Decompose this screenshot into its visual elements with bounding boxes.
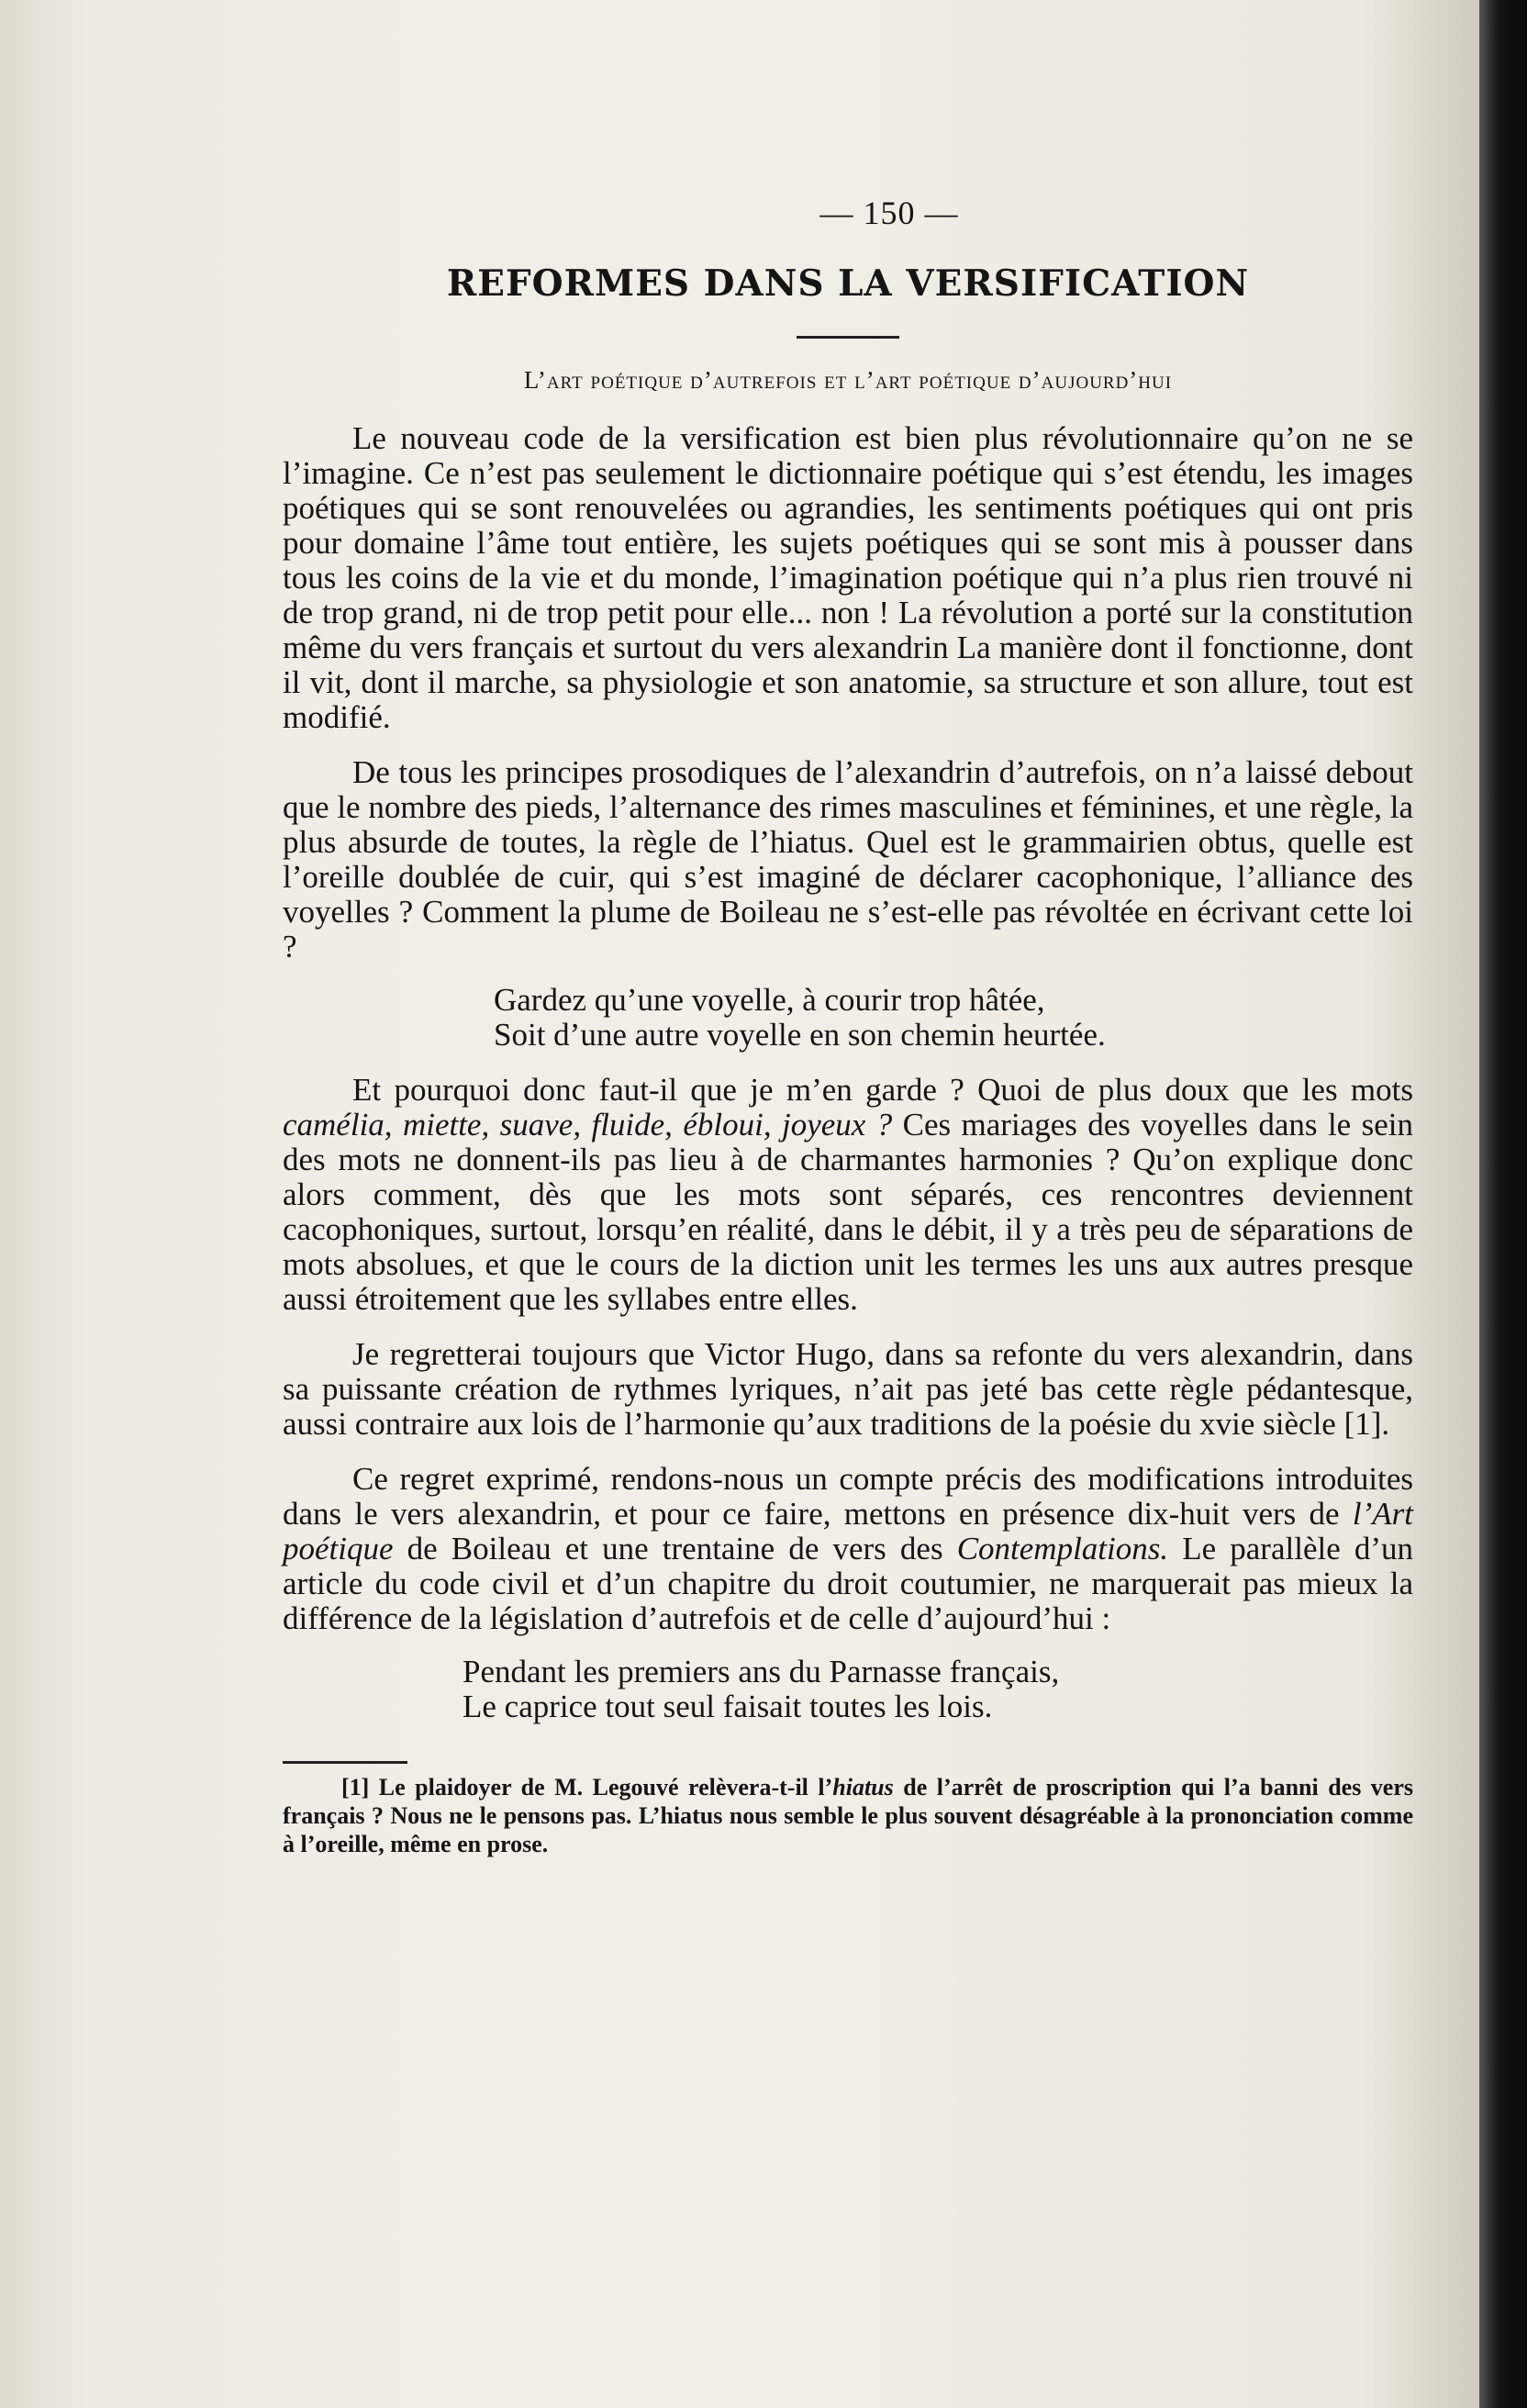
footnote [283, 1773, 1413, 1858]
italic-word-list: camélia, miette, suave, fluide, ébloui, joyeux ? [283, 1107, 893, 1143]
paragraph-5 [283, 1462, 1413, 1636]
paragraph-1: Le nouveau code de la versification est bien plus révolutionnaire qu’on ne se l’imagine. Ce n’est pas seulement le dictionnaire poétique qui s’est étendu, les images poétiques qui se sont renouvelées ou agrandies, les sentiments poétiques qui ont pris pour domaine l’âme tout entière, les sujets poétiques qui se sont mis à pousser dans tous les coins de la vie et du monde, l’imagination poétique qui n’a plus rien trouvé ni de trop grand, ni de trop petit pour elle... non ! La révolution a porté sur la constitution même du vers français et surtout du vers alexandrin La manière dont il fonctionne, dont il vit, dont il marche, sa physiologie et son anatomie, sa structure et son allure, tout est modifié. [283, 420, 1413, 735]
text-block [283, 193, 1413, 1858]
italic-title-contemplations: Contemplations. [956, 1531, 1169, 1566]
paragraph-3-start: Et pourquoi donc faut-il que je m’en garde ? Quoi de plus doux que les mots [352, 1072, 1413, 1108]
paragraph-3-end: Ces mariages des voyelles dans le sein des mots ne donnent-ils pas lieu à de charmantes harmonies ? Qu’on explique donc alors comment, dès que les mots sont séparés, ces rencontres deviennent cacophoniques, surtout, lorsqu’en réalité, dans le débit, il y a très peu de séparations de mots absolues, et que le cours de la diction unit les termes les uns aux autres presque aussi étroitement que les syllabes entre elles. [283, 1107, 1413, 1317]
paragraph-3 [283, 1073, 1413, 1317]
verse-line: Soit d’une autre voyelle en son chemin heurtée. [494, 1017, 1106, 1053]
paragraph-5-part-c: de Boileau et une trentaine de vers des [393, 1531, 957, 1566]
page-edge-shadow [1479, 0, 1527, 2408]
chapter-title: REFORMES DANS LA VERSIFICATION [446, 262, 1250, 305]
verse-quote-boileau [283, 983, 1413, 1053]
paragraph-5-part-e: Le parallèle d’un article du code civil et d’un chapitre du droit coutumier, ne marquerait pas mieux la différence de la législation d’autrefois et de celle d’aujourd’hui : [283, 1531, 1414, 1636]
paragraph-2: De tous les principes prosodiques de l’alexandrin d’autrefois, on n’a laissé debout que le nombre des pieds, l’alternance des rimes masculines et féminines, et une règle, la plus absurde de toutes, la règle de l’hiatus. Quel est le grammairien obtus, quelle est l’oreille doublée de cuir, qui s’est imaginé de déclarer cacophonique, l’alliance des voyelles ? Comment la plume de Boileau ne s’est-elle pas révoltée en écrivant cette loi ? [283, 754, 1413, 964]
verse-line: Le caprice tout seul faisait toutes les lois. [463, 1689, 993, 1724]
paragraph-4: Je regretterai toujours que Victor Hugo, dans sa refonte du vers alexandrin, dans sa puissante création de rythmes lyriques, n’ait pas jeté bas cette règle pédantesque, aussi contraire aux lois de l’harmonie qu’aux traditions de la poésie du xvie siècle [1]. [283, 1336, 1413, 1442]
italic-hiatus: hiatus [832, 1774, 894, 1800]
italic-title-art-poetique: l’Art poétique [283, 1496, 1413, 1566]
footnote-part-c: de l’arrêt de proscription qui l’a banni des vers français ? Nous ne le pensons pas. L’hiatus nous semble le plus souvent désagréable à la prononciation comme à l’oreille, même en prose. [283, 1774, 1414, 1857]
paragraph-5-part-a: Ce regret exprimé, rendons-nous un compte précis des modifications introduites dans le vers alexandrin, et pour ce faire, mettons en présence dix-huit vers de [283, 1461, 1413, 1532]
verse-line: Pendant les premiers ans du Parnasse français, [463, 1654, 1060, 1689]
page-number: — 150 — [819, 195, 959, 231]
title-divider [797, 336, 899, 339]
verse-quote-parnasse [283, 1655, 1413, 1724]
footnote-part-a: [1] Le plaidoyer de M. Legouvé relèvera-t-il l’ [341, 1774, 833, 1800]
verse-line: Gardez qu’une voyelle, à courir trop hâtée, [494, 982, 1045, 1018]
section-subtitle: L’art poétique d’autrefois et l’art poétique d’aujourd’hui [523, 366, 1173, 394]
footnote-divider [283, 1761, 407, 1764]
